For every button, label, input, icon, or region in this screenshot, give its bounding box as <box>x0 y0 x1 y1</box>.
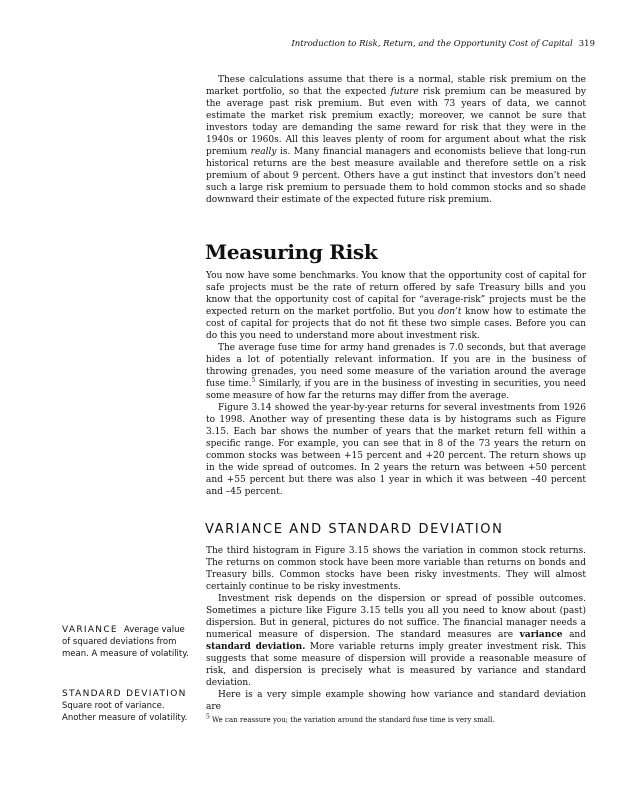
variance-paragraph-3: Here is a very simple example showing how variance and standard deviation are <box>206 690 586 712</box>
gloss-def-standard-deviation: Square root of variance. Another measure of volatility. <box>62 701 188 723</box>
gloss-def-variance: Average value of squared deviations from mean. A measure of volatility. <box>62 625 189 659</box>
gloss-variance <box>62 624 194 660</box>
subsection-title-variance: VARIANCE AND STANDARD DEVIATION <box>205 522 504 537</box>
measuring-risk-block <box>206 270 586 498</box>
variance-block <box>206 545 586 713</box>
intro-paragraph: These calculations assume that there is a normal, stable risk premium on the market portfolio, so that the expected future risk premium can be measured by the average past risk premium. But even with 73 years of data, we cannot estimate the market risk premium exactly; moreover, we cannot be sure that investors today are demanding the same reward for risk that they were in the 1940s or 1960s. All this leaves plenty of room for argument about what the risk premium really is. Many financial managers and economists believe that long-run historical returns are the best measure available and therefore settle on a risk premium of about 9 percent. Others have a gut instinct that investors don’t need such a large risk premium to persuade them to hold common stocks and so shade downward their estimate of the expected future risk premium. <box>206 75 586 205</box>
page-number: 319 <box>578 39 595 49</box>
measuring-risk-paragraph-2: The average fuse time for army hand grenades is 7.0 seconds, but that average hides a lot of potentially relevant information. If you are in the business of throwing grenades, you need some measure of the variation around the average fuse time.$^5$ Similarly, if you are in the business of investing in securities, you need some measure of how far the returns may differ from the average. <box>206 343 586 401</box>
gloss-term-variance: VARIANCE <box>62 625 118 635</box>
section-title-measuring-risk: Measuring Risk <box>205 240 378 264</box>
measuring-risk-paragraph-1: You now have some benchmarks. You know that the opportunity cost of capital for safe projects must be the rate of return offered by safe Treasury bills and you know that the opportunity cost of capital for “average-risk” projects must be the expected return on the market portfolio. But you don’t know how to estimate the cost of capital for projects that do not fit these two simple cases. Before you can do this you need to understand more about investment risk. <box>206 271 586 341</box>
variance-paragraph-1: The third histogram in Figure 3.15 shows the variation in common stock returns. The returns on common stock have been more variable than returns on bonds and Treasury bills. Common stocks have been risky investments. They will almost certainly continue to be risky investments. <box>206 546 586 592</box>
footnote-ref: 5 <box>251 377 256 384</box>
gloss-term-standard-deviation: STANDARD DEVIATION <box>62 689 187 699</box>
footnote <box>206 713 586 724</box>
variance-paragraph-2: Investment risk depends on the dispersion or spread of possible outcomes. Sometimes a picture like Figure 3.15 tells you all you need to know about (past) dispersion. But in general, pictures do not suffice. The financial manager needs a numerical measure of dispersion. The standard measures are variance and standard deviation. More variable returns imply greater investment risk. This suggests that some measure of dispersion will provide a reasonable measure of risk, and dispersion is precisely what is measured by variance and standard deviation. <box>206 594 586 688</box>
footnote-text: We can reassure you; the variation around the standard fuse time is very small. <box>209 716 495 724</box>
measuring-risk-paragraph-3: Figure 3.14 showed the year-by-year returns for several investments from 1926 to 1998. Another way of presenting these data is by histograms such as Figure 3.15. Each bar shows the number of years that the market return fell within a specific range. For example, you can see that in 8 of the 73 years the return on common stocks was between +15 percent and +20 percent. The return shows up in the wide spread of outcomes. In 2 years the return was between +50 percent and +55 percent but there was also 1 year in which it was between –40 percent and –45 percent. <box>206 403 586 497</box>
gloss-standard-deviation <box>62 688 194 724</box>
footnote-marker: 5 <box>206 713 210 721</box>
running-head <box>205 39 595 49</box>
running-title: Introduction to Risk, Return, and the Opportunity Cost of Capital <box>291 39 573 49</box>
intro-block <box>206 74 586 206</box>
